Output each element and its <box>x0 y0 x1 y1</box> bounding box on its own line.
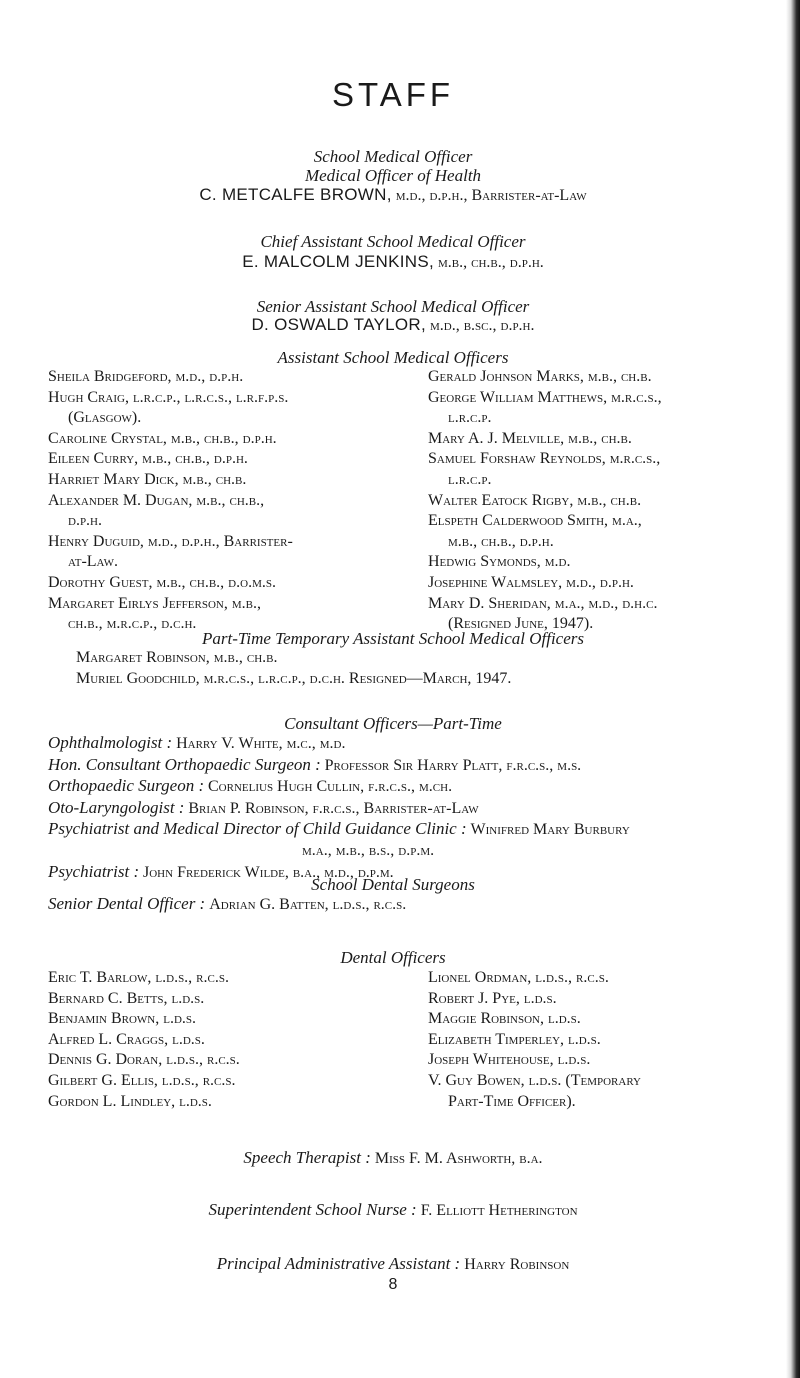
assistants-heading: Assistant School Medical Officers <box>277 348 509 367</box>
list-item: Samuel Forshaw Reynolds, m.r.c.s., <box>428 450 661 468</box>
dental-heading: School Dental Surgeons <box>311 875 475 894</box>
list-item: Benjamin Brown, l.d.s. <box>48 1010 197 1028</box>
speech-therapist-role: Speech Therapist : <box>243 1148 371 1167</box>
smo-role-2: Medical Officer of Health <box>304 166 482 185</box>
consultants-list <box>48 733 630 883</box>
senior-role: Senior Assistant School Medical Officer <box>256 297 530 316</box>
list-item: (Glasgow). <box>68 409 142 427</box>
parttime-heading: Part-Time Temporary Assistant School Medical Officers <box>201 629 585 648</box>
list-item: Josephine Walmsley, m.d., d.p.h. <box>428 573 634 591</box>
list-item: Ophthalmologist : Harry V. White, m.c., m.d. <box>48 733 346 752</box>
list-item: Alexander M. Dugan, m.b., ch.b., <box>48 491 265 509</box>
speech-therapist-name: Miss F. M. Ashworth, b.a. <box>374 1150 543 1167</box>
school-nurse-role: Superintendent School Nurse : <box>208 1200 417 1219</box>
list-item: Hon. Consultant Orthopaedic Surgeon : Professor Sir Harry Platt, f.r.c.s., m.s. <box>48 754 582 774</box>
school-nurse-name: F. Elliott Hetherington <box>420 1202 578 1219</box>
assistants-right-column <box>428 367 662 635</box>
list-item: l.r.c.p. <box>448 409 492 427</box>
admin-assistant-entry <box>0 1254 786 1274</box>
list-item: Gordon L. Lindley, l.d.s. <box>48 1092 212 1110</box>
list-item: Caroline Crystal, m.b., ch.b., d.p.h. <box>48 429 277 447</box>
list-item: Mary A. J. Melville, m.b., ch.b. <box>428 429 632 447</box>
list-item: Muriel Goodchild, m.r.c.s., l.r.c.p., d.c.h. Resigned—March, 1947. <box>76 669 512 687</box>
list-item: Robert J. Pye, l.d.s. <box>428 989 557 1007</box>
list-item: ch.b., m.r.c.p., d.c.h. <box>68 615 197 633</box>
list-item: Harriet Mary Dick, m.b., ch.b. <box>48 470 247 488</box>
list-item: Dennis G. Doran, l.d.s., r.c.s. <box>48 1051 240 1069</box>
list-item: Mary D. Sheridan, m.a., m.d., d.h.c. <box>428 594 658 612</box>
chief-entry <box>0 252 786 272</box>
chief-role: Chief Assistant School Medical Officer <box>260 232 526 251</box>
admin-assistant-name: Harry Robinson <box>464 1256 570 1273</box>
list-item: Joseph Whitehouse, l.d.s. <box>428 1051 591 1069</box>
list-item: Elspeth Calderwood Smith, m.a., <box>428 512 642 530</box>
senior-dental-name: Adrian G. Batten, l.d.s., r.c.s. <box>209 896 407 913</box>
page-number: 8 <box>388 1276 398 1293</box>
school-nurse-entry <box>0 1200 786 1220</box>
list-item: Alfred L. Craggs, l.d.s. <box>48 1030 205 1048</box>
list-item: Maggie Robinson, l.d.s. <box>428 1010 581 1028</box>
list-item: l.r.c.p. <box>448 470 492 488</box>
page-edge-shadow <box>786 0 800 1378</box>
smo-entry <box>0 185 786 205</box>
list-item: m.b., ch.b., d.p.h. <box>448 532 554 550</box>
list-item: Part-Time Officer). <box>448 1092 576 1110</box>
list-item: V. Guy Bowen, l.d.s. (Temporary <box>428 1071 641 1089</box>
consultants-heading: Consultant Officers—Part-Time <box>284 714 502 733</box>
list-item: Lionel Ordman, l.d.s., r.c.s. <box>428 969 609 986</box>
list-item: Psychiatrist and Medical Director of Child Guidance Clinic : Winifred Mary Burbury <box>48 819 630 839</box>
list-item: George William Matthews, m.r.c.s., <box>428 388 662 406</box>
list-item: Elizabeth Timperley, l.d.s. <box>428 1030 601 1048</box>
list-item: Eric T. Barlow, l.d.s., r.c.s. <box>48 969 229 986</box>
list-item: Dorothy Guest, m.b., ch.b., d.o.m.s. <box>48 573 276 591</box>
list-item: Psychiatrist : John Frederick Wilde, b.a., m.d., d.p.m. <box>48 861 394 881</box>
dental-right-column <box>428 968 641 1112</box>
chief-name: E. MALCOLM JENKINS, <box>242 252 435 271</box>
dental-officers-heading: Dental Officers <box>340 948 446 967</box>
list-item: Gerald Johnson Marks, m.b., ch.b. <box>428 368 652 385</box>
list-item: Walter Eatock Rigby, m.b., ch.b. <box>428 491 642 509</box>
smo-role-1: School Medical Officer <box>313 147 473 166</box>
page-title: STAFF <box>331 76 455 113</box>
list-item: Margaret Eirlys Jefferson, m.b., <box>48 594 261 612</box>
admin-assistant-role: Principal Administrative Assistant : <box>216 1254 461 1273</box>
speech-therapist-entry <box>0 1148 786 1168</box>
list-item: Bernard C. Betts, l.d.s. <box>48 989 205 1007</box>
dental-left-column <box>48 968 240 1112</box>
list-item: d.p.h. <box>68 512 103 530</box>
list-item: Orthopaedic Surgeon : Cornelius Hugh Cullin, f.r.c.s., m.ch. <box>48 776 453 796</box>
smo-name: C. METCALFE BROWN, <box>199 185 392 204</box>
senior-name: D. OSWALD TAYLOR, <box>251 315 426 334</box>
list-item: Henry Duguid, m.d., d.p.h., Barrister- <box>48 532 293 550</box>
list-item: Hugh Craig, l.r.c.p., l.r.c.s., l.r.f.p.s. <box>48 388 289 406</box>
senior-quals: m.d., b.sc., d.p.h. <box>429 317 535 334</box>
senior-entry <box>0 315 786 335</box>
list-item: Sheila Bridgeford, m.d., d.p.h. <box>48 368 244 385</box>
senior-dental-entry <box>48 894 406 914</box>
assistants-left-column <box>48 367 293 635</box>
list-item: at-Law. <box>68 553 118 571</box>
parttime-list <box>76 648 511 689</box>
chief-quals: m.b., ch.b., d.p.h. <box>438 254 544 271</box>
list-item: Gilbert G. Ellis, l.d.s., r.c.s. <box>48 1071 236 1089</box>
list-item: m.a., m.b., b.s., d.p.m. <box>302 841 435 859</box>
list-item: Hedwig Symonds, m.d. <box>428 553 571 571</box>
smo-quals: m.d., d.p.h., Barrister-at-Law <box>395 187 587 204</box>
list-item: Eileen Curry, m.b., ch.b., d.p.h. <box>48 450 248 468</box>
list-item: Oto-Laryngologist : Brian P. Robinson, f.r.c.s., Barrister-at-Law <box>48 797 479 817</box>
list-item: Margaret Robinson, m.b., ch.b. <box>76 649 278 666</box>
senior-dental-role: Senior Dental Officer : <box>48 894 206 913</box>
list-item: (Resigned June, 1947). <box>448 615 594 633</box>
